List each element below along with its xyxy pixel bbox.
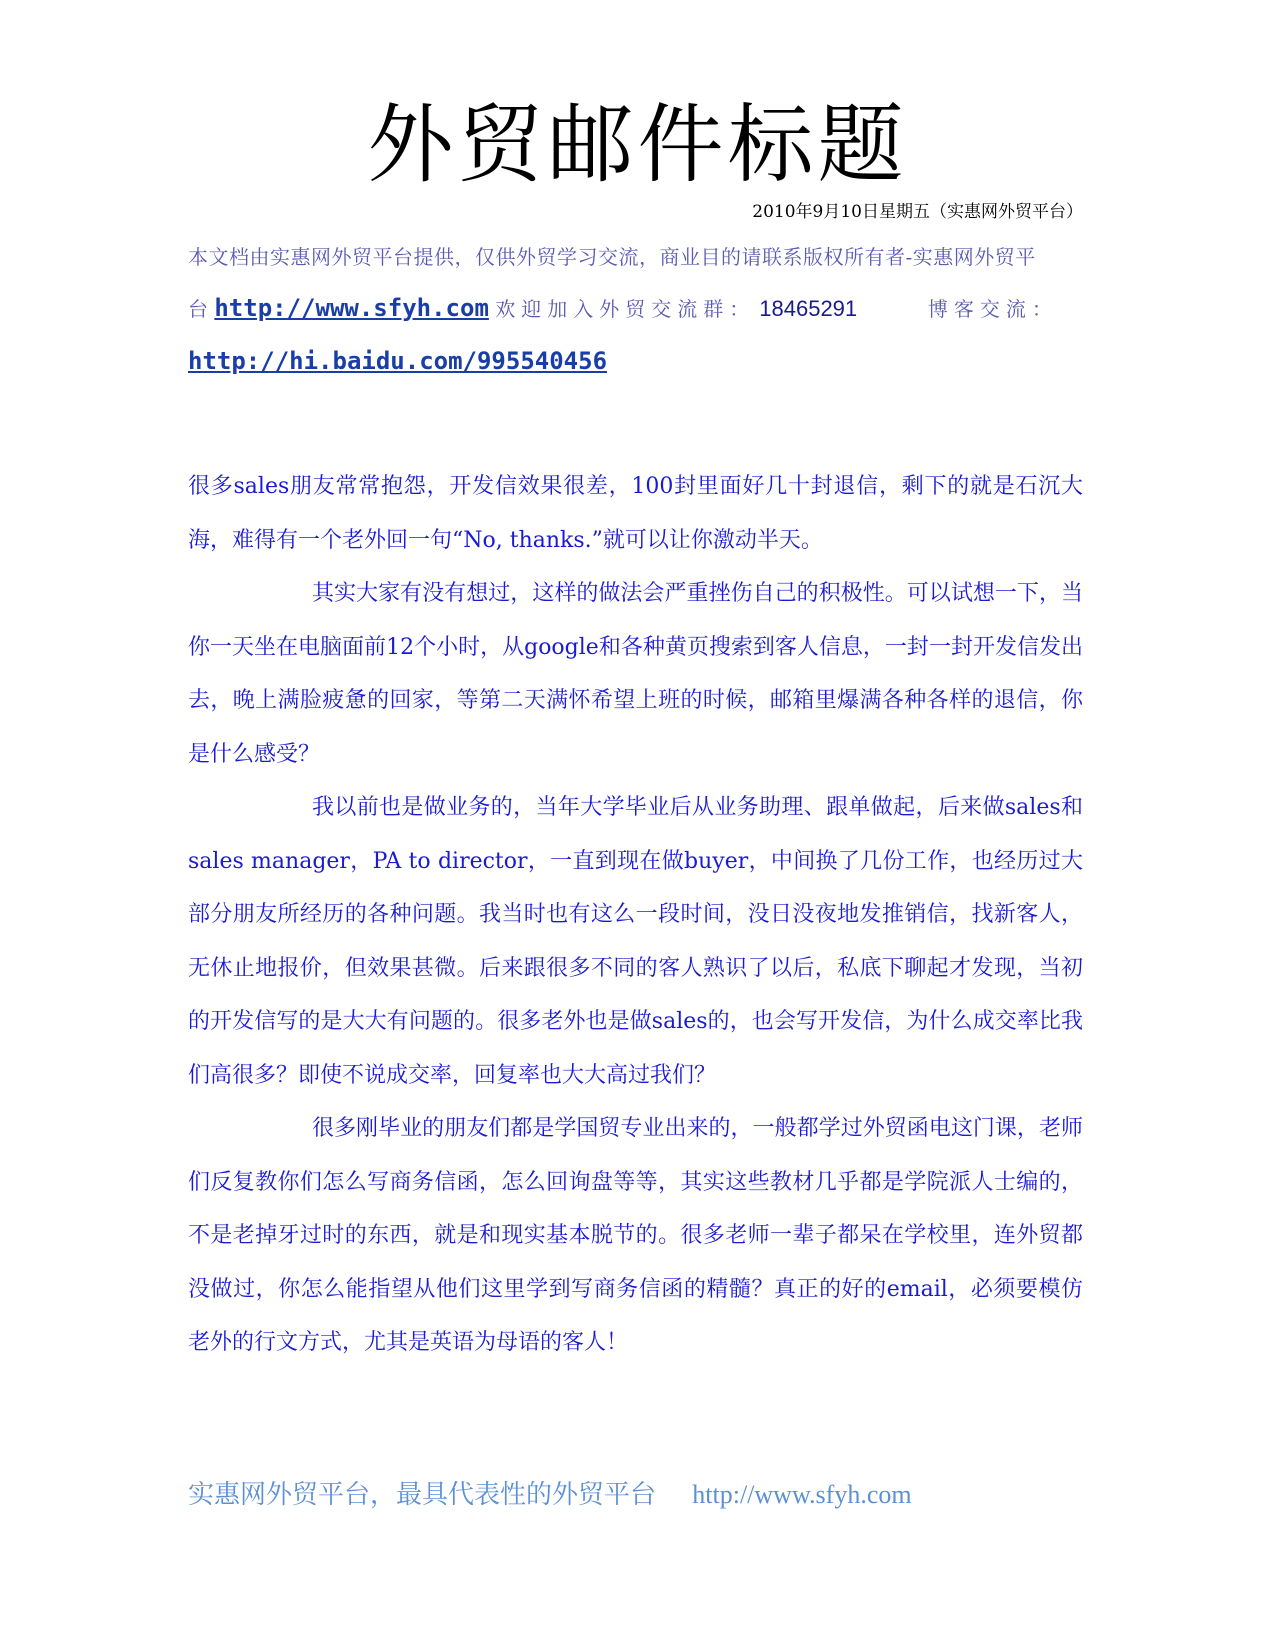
footer-slogan: 实惠网外贸平台，最具代表性的外贸平台 [188, 1480, 657, 1510]
article-body [188, 460, 1083, 1370]
site-link[interactable]: http://www.sfyh.com [214, 294, 489, 322]
notice-blog-line [188, 341, 1083, 384]
notice-contact-line [188, 288, 1083, 329]
group-label: 欢迎加入外贸交流群： [495, 297, 756, 321]
notice-text: 本文档由实惠网外贸平台提供，仅供外贸学习交流，商业目的请联系版权所有者-实惠网外贸平 [188, 245, 1036, 269]
notice-text-continued: 台 [188, 297, 208, 321]
copyright-notice [188, 240, 1083, 384]
paragraph-1: 很多sales朋友常常抱怨，开发信效果很差，100封里面好几十封退信，剩下的就是石沉大海，难得有一个老外回一句“No, thanks.”就可以让你激动半天。 [188, 474, 1083, 553]
date-line: 2010年9月10日星期五（实惠网外贸平台） [752, 202, 1083, 222]
blog-label: 博客交流： [927, 297, 1058, 321]
paragraph-4: 很多刚毕业的朋友们都是学国贸专业出来的，一般都学过外贸函电这门课，老师们反复教你们怎么写商务信函，怎么回询盘等等，其实这些教材几乎都是学院派人士编的，不是老掉牙过时的东西，就是和现实基本脱节的。很多老师一辈子都呆在学校里，连外贸都没做过，你怎么能指望从他们这里学到写商务信函的精髓？真正的好的email，必须要模仿老外的行文方式，尤其是英语为母语的客人！ [188, 1116, 1083, 1355]
paragraph-2: 其实大家有没有想过，这样的做法会严重挫伤自己的积极性。可以试想一下，当你一天坐在电脑面前12个小时，从google和各种黄页搜索到客人信息，一封一封开发信发出去，晚上满脸疲惫的回家，等第二天满怀希望上班的时候，邮箱里爆满各种各样的退信，你是什么感受？ [188, 581, 1083, 767]
paragraph-3: 我以前也是做业务的，当年大学毕业后从业务助理、跟单做起，后来做sales和sales manager，PA to director，一直到现在做buyer，中间换了几份工作，也经历过大部分朋友所经历的各种问题。我当时也有这么一段时间，没日没夜地发推销信，找新客人，无休止地报价，但效果甚微。后来跟很多不同的客人熟识了以后，私底下聊起才发现，当初的开发信写的是大大有问题的。很多老外也是做sales的，也会写开发信，为什么成交率比我们高很多？即使不说成交率，回复率也大大高过我们？ [188, 795, 1083, 1088]
blog-link[interactable]: http://hi.baidu.com/995540456 [188, 347, 608, 375]
page-footer [188, 1475, 1088, 1515]
group-number: 18465291 [759, 296, 858, 321]
footer-url: http://www.sfyh.com [692, 1480, 912, 1509]
document-title: 外贸邮件标题 [367, 95, 908, 195]
